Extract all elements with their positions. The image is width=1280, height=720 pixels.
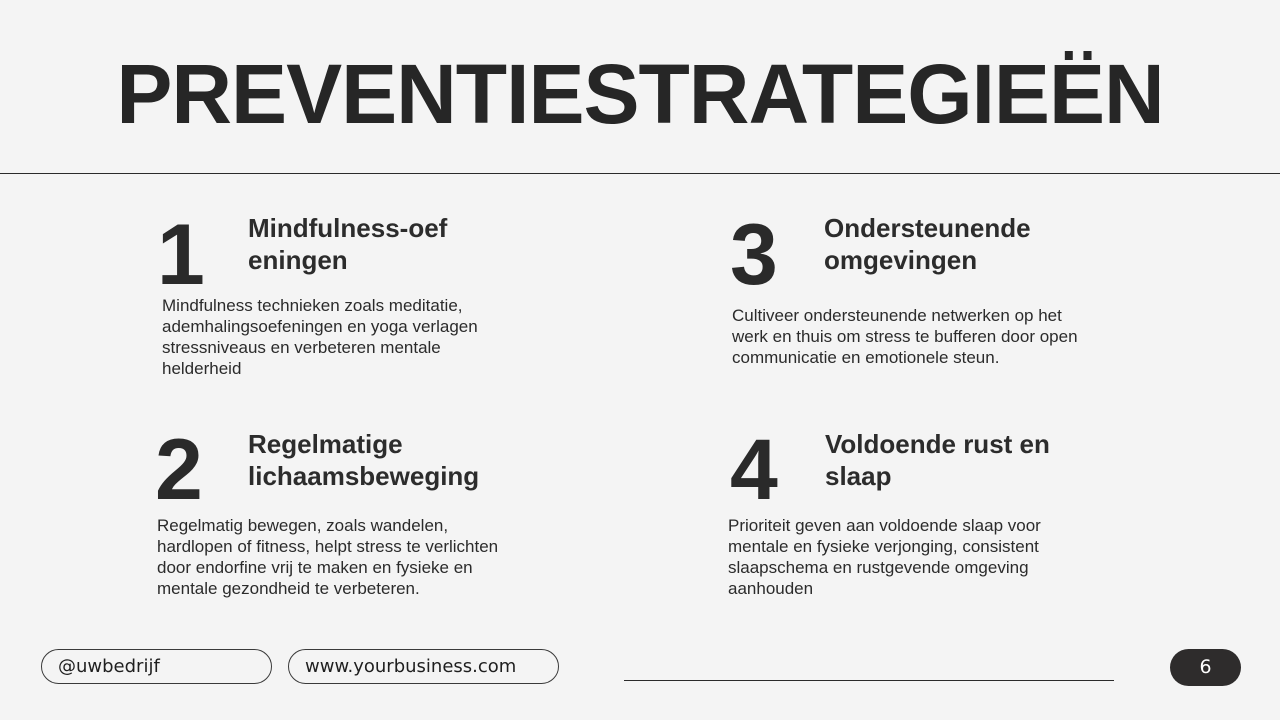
item-title-3-line-2: omgevingen <box>824 245 978 275</box>
item-description-1-line-1: Mindfulness technieken zoals meditatie, <box>162 296 463 315</box>
item-description-4 <box>728 515 1041 599</box>
item-description-2-line-4: mentale gezondheid te verbeteren. <box>157 579 420 598</box>
item-number-4: 4 <box>730 422 778 518</box>
item-title-4 <box>825 428 1050 492</box>
item-title-3 <box>824 212 1031 276</box>
website-pill <box>288 649 559 684</box>
social-handle-pill <box>41 649 272 684</box>
item-description-1-line-3: stressniveaus en verbeteren mentale <box>162 338 441 357</box>
item-description-1 <box>162 295 478 379</box>
item-title-4-line-1: Voldoende rust en <box>825 429 1050 459</box>
page-number-badge: 6 <box>1170 649 1241 686</box>
item-description-3-line-3: communicatie en emotionele steun. <box>732 348 1000 367</box>
item-title-1 <box>248 212 447 276</box>
item-title-2-line-2: lichaamsbeweging <box>248 461 480 491</box>
item-title-2-line-1: Regelmatige <box>248 429 403 459</box>
item-description-2-line-1: Regelmatig bewegen, zoals wandelen, <box>157 516 449 535</box>
footer-divider <box>624 680 1114 681</box>
item-title-1-line-1: Mindfulness-oef <box>248 213 448 243</box>
item-description-4-line-2: mentale en fysieke verjonging, consistent <box>728 537 1039 556</box>
item-description-2-line-2: hardlopen of fitness, helpt stress te verlichten <box>157 537 499 556</box>
item-number-1: 1 <box>157 207 205 303</box>
item-number-2: 2 <box>155 422 203 518</box>
item-description-4-line-3: slaapschema en rustgevende omgeving <box>728 558 1029 577</box>
item-description-2-line-3: door endorfine vrij te maken en fysieke en <box>157 558 473 577</box>
item-title-4-line-2: slaap <box>825 461 892 491</box>
item-description-4-line-1: Prioriteit geven aan voldoende slaap voor <box>728 516 1041 535</box>
title-divider <box>0 173 1280 174</box>
item-description-1-line-4: helderheid <box>162 359 242 378</box>
social-handle: @uwbedrijf <box>58 656 160 677</box>
item-description-3-line-1: Cultiveer ondersteunende netwerken op het <box>732 306 1062 325</box>
item-title-1-line-2: eningen <box>248 245 348 275</box>
item-description-3-line-2: werk en thuis om stress te bufferen door open <box>732 327 1078 346</box>
website-url: www.yourbusiness.com <box>305 656 517 677</box>
item-description-4-line-4: aanhouden <box>728 579 814 598</box>
item-description-3 <box>732 305 1078 368</box>
item-description-1-line-2: ademhalingsoefeningen en yoga verlagen <box>162 317 478 336</box>
item-title-2 <box>248 428 479 492</box>
item-title-3-line-1: Ondersteunende <box>824 213 1031 243</box>
item-number-3: 3 <box>730 207 778 303</box>
item-description-2 <box>157 515 498 599</box>
slide-title: PREVENTIESTRATEGIEËN <box>116 47 1164 141</box>
